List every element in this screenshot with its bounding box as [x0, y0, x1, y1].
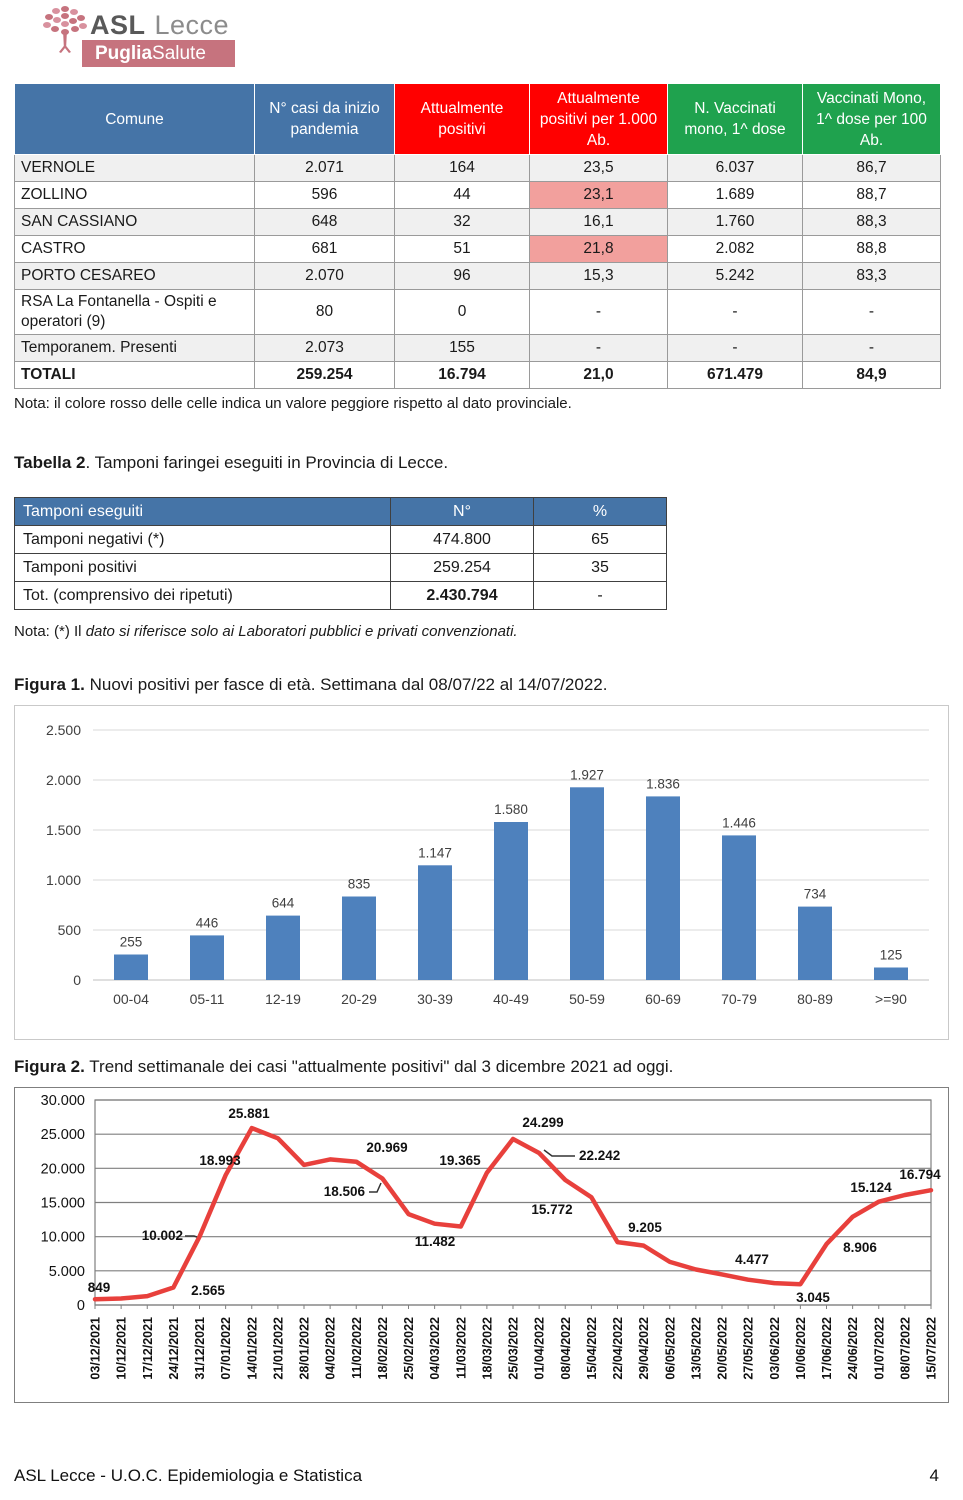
bar-value-label: 125 [879, 947, 903, 963]
x-date-label: 28/01/2022 [297, 1317, 312, 1380]
table-cell: 21,0 [530, 362, 668, 389]
table-cell: 648 [255, 209, 395, 236]
point-value-label: 18.506 [323, 1184, 365, 1199]
figura1-caption [14, 675, 949, 700]
x-date-label: 08/04/2022 [558, 1317, 573, 1380]
x-date-label: 06/05/2022 [663, 1317, 678, 1380]
table-row [15, 182, 941, 209]
comuni-table-header [15, 84, 941, 155]
table-cell: 474.800 [391, 526, 534, 554]
bar-value-label: 1.927 [570, 767, 604, 783]
x-date-label: 01/04/2022 [532, 1317, 547, 1380]
bar-value-label: 1.147 [418, 845, 452, 861]
brand-text [90, 10, 229, 41]
figura2-caption-text: Trend settimanale dei casi "attualmente positivi" dal 3 dicembre 2021 ad oggi. [84, 1057, 674, 1076]
y-tick-label: 5.000 [48, 1263, 85, 1280]
x-category-label: >=90 [875, 991, 907, 1007]
tamponi-table [14, 497, 667, 610]
table-cell: 80 [255, 290, 395, 335]
table-cell: CASTRO [15, 236, 255, 263]
table-row [15, 236, 941, 263]
x-date-label: 22/04/2022 [611, 1317, 625, 1380]
table-row [15, 263, 941, 290]
table-cell: 23,1 [530, 182, 668, 209]
point-value-label: 11.482 [414, 1234, 456, 1249]
comuni-table [14, 83, 941, 389]
x-date-label: 03/06/2022 [767, 1317, 782, 1380]
x-category-label: 80-89 [797, 991, 833, 1007]
table-cell: Tamponi negativi (*) [15, 526, 391, 554]
y-tick-label: 20.000 [40, 1161, 85, 1178]
x-date-label: 17/06/2022 [820, 1317, 834, 1380]
figura1-caption-text: Nuovi positivi per fasce di età. Settimana dal 08/07/22 al 14/07/2022. [84, 675, 608, 694]
banner-puglia: Puglia [95, 43, 153, 64]
column-header: Attualmente positivi per 1.000 Ab. [530, 84, 668, 155]
x-category-label: 40-49 [493, 991, 529, 1007]
x-date-label: 14/01/2022 [245, 1317, 260, 1380]
column-header: N. Vaccinati mono, 1^ dose [668, 84, 803, 155]
table-cell: 2.082 [668, 236, 803, 263]
x-category-label: 50-59 [569, 991, 605, 1007]
tabella2-caption-label: Tabella 2 [14, 453, 86, 472]
x-category-label: 12-19 [265, 991, 301, 1007]
header-row [15, 498, 667, 526]
table-cell: - [803, 290, 941, 335]
x-date-label: 25/03/2022 [506, 1317, 521, 1380]
table-cell: 88,8 [803, 236, 941, 263]
bar-value-label: 446 [195, 915, 219, 931]
y-tick-label: 0 [76, 1298, 85, 1314]
bar [874, 968, 908, 981]
table-cell: 65 [534, 526, 667, 554]
x-date-label: 24/06/2022 [846, 1317, 861, 1380]
y-tick-label: 15.000 [40, 1195, 85, 1212]
table-cell: - [534, 582, 667, 610]
bar [646, 796, 680, 980]
table-cell: 35 [534, 554, 667, 582]
bar [342, 897, 376, 981]
point-value-label: 18.993 [199, 1153, 241, 1168]
table-cell: 5.242 [668, 263, 803, 290]
bar-value-label: 1.580 [494, 802, 528, 817]
bar-value-label: 1.836 [646, 776, 680, 792]
table-cell: 671.479 [668, 362, 803, 389]
table1-note: Nota: il colore rosso delle celle indica un valore peggiore rispetto al dato provinciale. [14, 395, 572, 412]
bar-value-label: 835 [347, 876, 371, 892]
bar-value-label: 734 [803, 886, 827, 902]
table-cell: 88,7 [803, 182, 941, 209]
table-cell: 1.689 [668, 182, 803, 209]
x-category-label: 20-29 [341, 991, 377, 1007]
bar [722, 835, 756, 980]
brand-asl: ASL [90, 10, 146, 40]
column-header: N° [391, 498, 534, 526]
page-number: 4 [929, 1466, 939, 1485]
tamponi-table-header [15, 498, 667, 526]
point-value-label: 15.124 [850, 1180, 892, 1195]
point-value-label: 10.002 [141, 1228, 183, 1243]
table-cell: 21,8 [530, 236, 668, 263]
x-date-label: 21/01/2022 [271, 1317, 286, 1380]
table-cell: - [803, 335, 941, 362]
y-tick-label: 0 [73, 972, 81, 988]
table-cell: PORTO CESAREO [15, 263, 255, 290]
point-value-label: 20.969 [366, 1140, 408, 1155]
table-cell: 88,3 [803, 209, 941, 236]
table-cell: 2.073 [255, 335, 395, 362]
column-header: Vaccinati Mono, 1^ dose per 100 Ab. [803, 84, 941, 155]
table-cell: 259.254 [255, 362, 395, 389]
table-cell: - [668, 335, 803, 362]
table-cell: 32 [395, 209, 530, 236]
point-value-label: 22.242 [579, 1148, 621, 1163]
table-cell: 15,3 [530, 263, 668, 290]
table-cell: 2.430.794 [391, 582, 534, 610]
banner-salute: Salute [152, 43, 206, 64]
x-date-label: 15/04/2022 [584, 1317, 599, 1380]
x-date-label: 07/01/2022 [219, 1317, 234, 1380]
table-cell: - [668, 290, 803, 335]
x-date-label: 18/03/2022 [480, 1317, 495, 1380]
table-cell: 16,1 [530, 209, 668, 236]
bar-value-label: 644 [271, 895, 295, 911]
column-header: Comune [15, 84, 255, 155]
table-cell: 51 [395, 236, 530, 263]
x-date-label: 10/06/2022 [793, 1317, 808, 1380]
table-cell: TOTALI [15, 362, 255, 389]
x-category-label: 60-69 [645, 991, 681, 1007]
table-cell: 164 [395, 155, 530, 182]
table-row [15, 362, 941, 389]
table-cell: 96 [395, 263, 530, 290]
point-value-label: 15.772 [531, 1202, 573, 1217]
table-row [15, 554, 667, 582]
table-row [15, 526, 667, 554]
table2-note-italic: dato si riferisce solo ai Laboratori pubblici e privati convenzionati. [85, 623, 518, 640]
point-value-label: 25.881 [228, 1106, 270, 1121]
table-row [15, 209, 941, 236]
x-category-label: 30-39 [417, 991, 453, 1007]
weekly-trend-line-chart [14, 1087, 949, 1403]
table-row [15, 290, 941, 335]
page-footer [14, 1466, 939, 1486]
y-tick-label: 10.000 [40, 1229, 85, 1246]
bar-chart-svg [15, 706, 946, 1039]
table2-note-prefix: Nota: (*) Il [14, 623, 86, 640]
point-value-label: 16.794 [899, 1167, 941, 1182]
bar-value-label: 1.446 [722, 815, 756, 831]
y-tick-label: 1.500 [45, 822, 81, 838]
line-chart-svg [15, 1088, 946, 1402]
y-tick-label: 25.000 [40, 1127, 85, 1144]
table-row [15, 335, 941, 362]
table-cell: Tot. (comprensivo dei ripetuti) [15, 582, 391, 610]
x-date-label: 29/04/2022 [637, 1317, 652, 1380]
x-date-label: 04/02/2022 [323, 1317, 338, 1380]
column-header: Attualmente positivi [395, 84, 530, 155]
table-cell: ZOLLINO [15, 182, 255, 209]
table-cell: VERNOLE [15, 155, 255, 182]
x-category-label: 00-04 [113, 991, 149, 1007]
point-value-label: 19.365 [439, 1153, 481, 1168]
asl-lecce-logo [14, 0, 949, 83]
x-date-label: 17/12/2021 [140, 1317, 155, 1380]
point-value-label: 849 [87, 1280, 111, 1295]
y-tick-label: 2.500 [45, 722, 81, 738]
table-cell: 23,5 [530, 155, 668, 182]
bar [418, 865, 452, 980]
table-cell: 259.254 [391, 554, 534, 582]
table-cell: 86,7 [803, 155, 941, 182]
x-category-label: 70-79 [721, 991, 757, 1007]
x-date-label: 11/02/2022 [349, 1317, 364, 1379]
table-cell: 83,3 [803, 263, 941, 290]
table-cell: 2.070 [255, 263, 395, 290]
table-cell: 6.037 [668, 155, 803, 182]
table-cell: - [530, 290, 668, 335]
bar [190, 935, 224, 980]
column-header: % [534, 498, 667, 526]
x-date-label: 10/12/2021 [114, 1317, 129, 1380]
x-category-label: 05-11 [189, 991, 225, 1007]
table-cell: 1.760 [668, 209, 803, 236]
comuni-table-body [15, 155, 941, 389]
brand-lecce: Lecce [154, 10, 230, 40]
pugliasalute-banner [82, 40, 235, 67]
x-date-label: 03/12/2021 [88, 1317, 103, 1380]
table-cell: 44 [395, 182, 530, 209]
bar [798, 907, 832, 980]
point-value-label: 8.906 [843, 1240, 877, 1255]
table-cell: - [530, 335, 668, 362]
header-row [15, 84, 941, 155]
age-groups-bar-chart [14, 705, 949, 1040]
y-tick-label: 2.000 [45, 772, 81, 788]
x-date-label: 13/05/2022 [689, 1317, 704, 1380]
figura1-caption-label: Figura 1. [14, 675, 85, 694]
x-date-label: 31/12/2021 [193, 1317, 207, 1380]
table-cell: 84,9 [803, 362, 941, 389]
table-cell: 2.071 [255, 155, 395, 182]
bar-value-label: 255 [119, 934, 143, 950]
table-row [15, 582, 667, 610]
bar [266, 916, 300, 980]
x-date-label: 24/12/2021 [166, 1317, 181, 1380]
table-cell: RSA La Fontanella - Ospiti e operatori (9) [15, 290, 255, 335]
x-date-label: 20/05/2022 [715, 1317, 730, 1380]
point-value-label: 24.299 [522, 1115, 564, 1130]
x-date-label: 25/02/2022 [402, 1317, 416, 1380]
table-cell: 16.794 [395, 362, 530, 389]
footer-title: ASL Lecce - U.O.C. Epidemiologia e Statistica [14, 1466, 363, 1485]
x-date-label: 01/07/2022 [872, 1317, 887, 1380]
tamponi-table-body [15, 526, 667, 610]
column-header: N° casi da inizio pandemia [255, 84, 395, 155]
bar [570, 787, 604, 980]
figura2-caption-label: Figura 2. [14, 1057, 85, 1076]
table2-note [14, 623, 949, 645]
table-cell: SAN CASSIANO [15, 209, 255, 236]
tabella2-caption [14, 453, 949, 477]
x-date-label: 27/05/2022 [741, 1317, 756, 1380]
column-header: Tamponi eseguiti [15, 498, 391, 526]
x-date-label: 18/02/2022 [375, 1317, 390, 1380]
point-value-label: 2.565 [191, 1283, 225, 1298]
bar [494, 822, 528, 980]
x-date-label: 08/07/2022 [898, 1317, 913, 1380]
point-value-label: 3.045 [796, 1290, 830, 1305]
tabella2-caption-text: . Tamponi faringei eseguiti in Provincia di Lecce. [85, 453, 449, 472]
x-date-label: 11/03/2022 [454, 1317, 469, 1379]
table-cell: Temporanem. Presenti [15, 335, 255, 362]
y-tick-label: 30.000 [40, 1093, 85, 1109]
table-cell: 596 [255, 182, 395, 209]
bar [114, 955, 148, 981]
table-cell: 155 [395, 335, 530, 362]
table-cell: Tamponi positivi [15, 554, 391, 582]
table-cell: 681 [255, 236, 395, 263]
y-tick-label: 500 [57, 922, 81, 938]
figura2-caption [14, 1057, 949, 1082]
point-value-label: 4.477 [735, 1252, 769, 1267]
x-date-label: 04/03/2022 [428, 1317, 443, 1380]
y-tick-label: 1.000 [45, 872, 81, 888]
table-row [15, 155, 941, 182]
x-date-label: 15/07/2022 [924, 1317, 939, 1380]
table-cell: 0 [395, 290, 530, 335]
point-value-label: 9.205 [628, 1220, 662, 1235]
